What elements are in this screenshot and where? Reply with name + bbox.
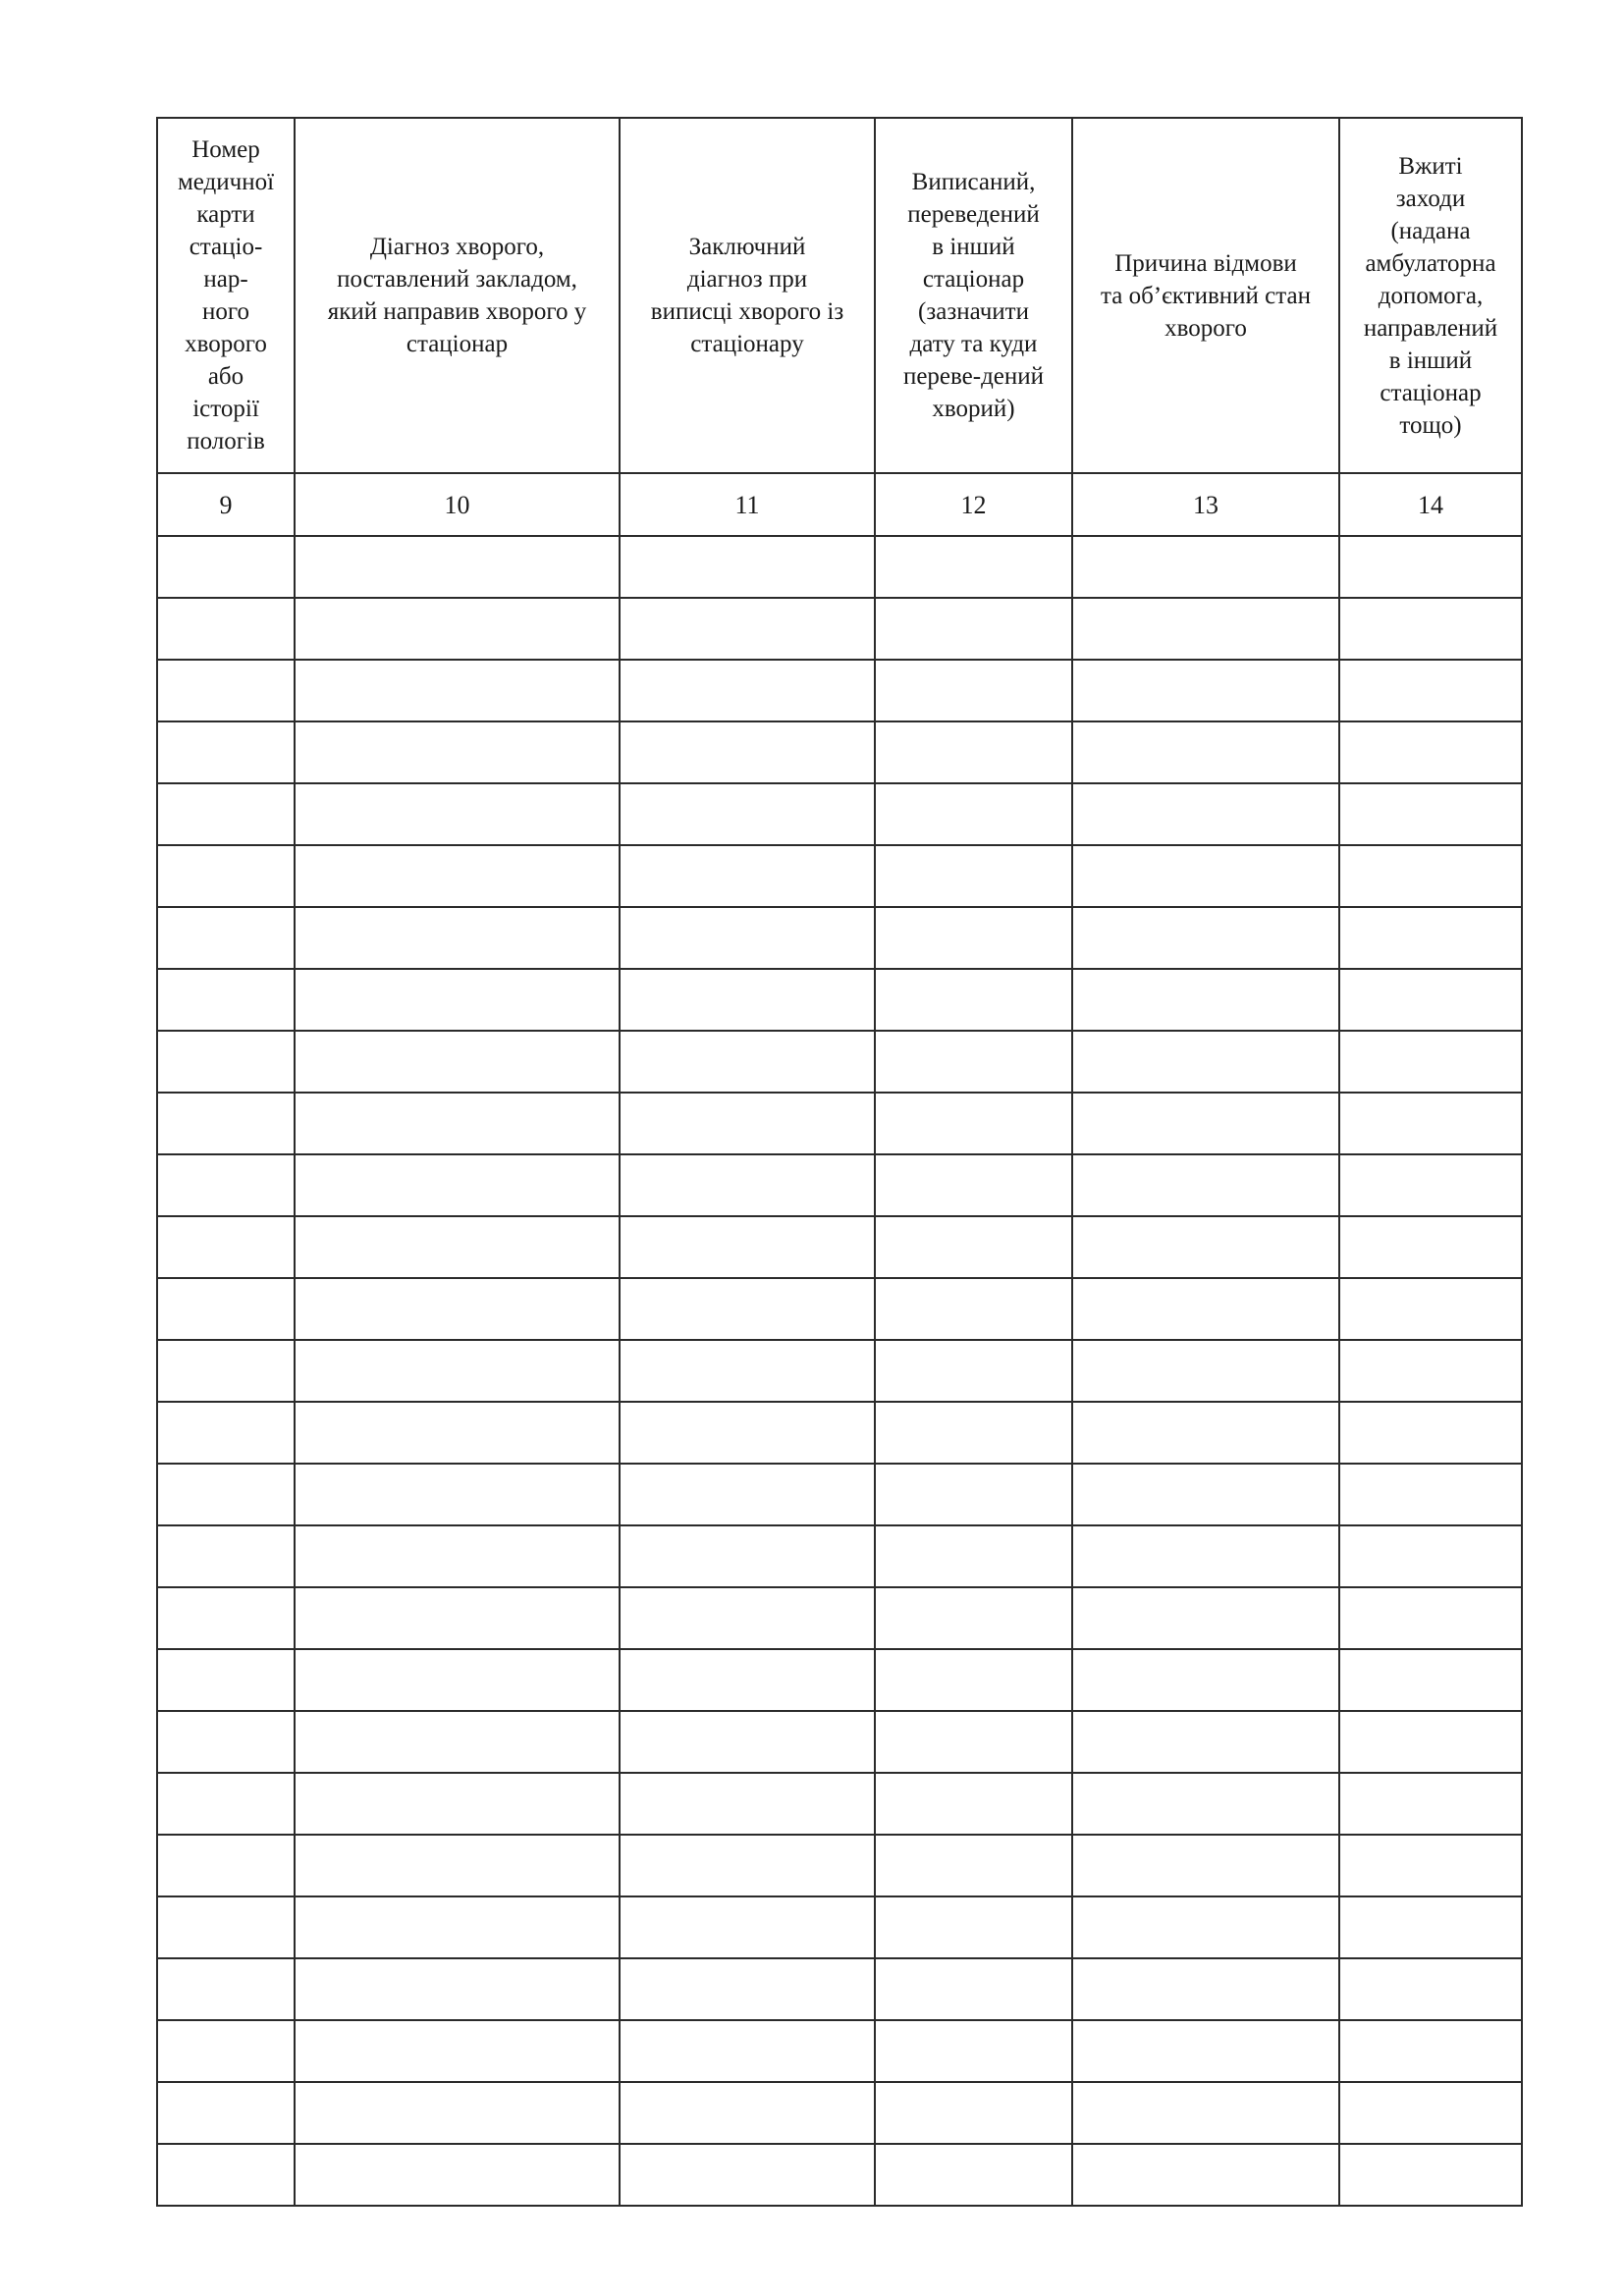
header-label: Діагноз хворого, поставлений закладом, який направив хворого у стаціонар xyxy=(327,234,587,357)
table-cell xyxy=(1072,2144,1339,2206)
table-cell xyxy=(1339,1340,1522,1402)
table-cell xyxy=(1339,1093,1522,1154)
table-cell xyxy=(1072,1649,1339,1711)
table-cell xyxy=(875,2020,1072,2082)
table-cell xyxy=(620,845,875,907)
table-cell xyxy=(1072,1711,1339,1773)
table-cell xyxy=(1072,969,1339,1031)
table-cell xyxy=(157,845,295,907)
register-table xyxy=(156,117,1523,2207)
table-cell xyxy=(295,721,620,783)
table-cell xyxy=(295,1587,620,1649)
table-row xyxy=(157,1896,1522,1958)
table-cell xyxy=(157,536,295,598)
header-cell-referral-diagnosis xyxy=(295,118,620,473)
table-cell xyxy=(875,1464,1072,1525)
table-cell xyxy=(620,2020,875,2082)
table-cell xyxy=(1339,969,1522,1031)
table-cell xyxy=(1339,2020,1522,2082)
table-row xyxy=(157,1154,1522,1216)
table-cell xyxy=(1072,660,1339,721)
table-cell xyxy=(875,1154,1072,1216)
table-cell xyxy=(620,660,875,721)
table-row xyxy=(157,2020,1522,2082)
table-cell xyxy=(875,1402,1072,1464)
table-cell xyxy=(1072,1464,1339,1525)
table-cell xyxy=(295,1464,620,1525)
table-cell xyxy=(620,598,875,660)
table-cell xyxy=(875,1216,1072,1278)
table-cell xyxy=(875,845,1072,907)
table-cell xyxy=(157,1587,295,1649)
table-cell xyxy=(295,1525,620,1587)
table-row xyxy=(157,1464,1522,1525)
table-cell xyxy=(620,1773,875,1835)
table-cell xyxy=(875,660,1072,721)
table-cell xyxy=(157,1835,295,1896)
table-cell xyxy=(157,783,295,845)
table-cell xyxy=(295,598,620,660)
table-row xyxy=(157,1216,1522,1278)
table-cell xyxy=(295,536,620,598)
table-row xyxy=(157,969,1522,1031)
table-row xyxy=(157,845,1522,907)
table-row xyxy=(157,1587,1522,1649)
table-cell xyxy=(157,2082,295,2144)
table-cell xyxy=(295,1649,620,1711)
table-cell xyxy=(295,845,620,907)
table-row xyxy=(157,1649,1522,1711)
table-cell xyxy=(1072,1773,1339,1835)
table-cell xyxy=(1339,536,1522,598)
table-row xyxy=(157,721,1522,783)
header-label: Причина відмови та об’єктивний стан хворого xyxy=(1101,249,1311,342)
table-cell xyxy=(157,1340,295,1402)
table-cell xyxy=(157,1278,295,1340)
table-cell xyxy=(1072,1154,1339,1216)
table-cell xyxy=(1339,1525,1522,1587)
table-cell xyxy=(157,1525,295,1587)
table-cell xyxy=(1072,536,1339,598)
table-cell xyxy=(1339,1896,1522,1958)
column-number: 12 xyxy=(875,473,1072,536)
table-cell xyxy=(1339,598,1522,660)
table-cell xyxy=(295,783,620,845)
table-cell xyxy=(1072,1278,1339,1340)
table-cell xyxy=(620,721,875,783)
table-cell xyxy=(1339,2144,1522,2206)
table-cell xyxy=(157,969,295,1031)
table-cell xyxy=(157,2020,295,2082)
table-cell xyxy=(1339,2082,1522,2144)
header-label: Виписаний, переведений в інший стаціонар (зазначити дату та куди переве-дений хворий) xyxy=(902,169,1045,422)
table-cell xyxy=(1072,907,1339,969)
table-cell xyxy=(620,2082,875,2144)
table-cell xyxy=(875,1525,1072,1587)
table-cell xyxy=(157,721,295,783)
table-cell xyxy=(295,907,620,969)
table-cell xyxy=(295,969,620,1031)
table-cell xyxy=(620,783,875,845)
table-cell xyxy=(157,2144,295,2206)
table-cell xyxy=(1339,1587,1522,1649)
table-cell xyxy=(295,1958,620,2020)
table-row xyxy=(157,1958,1522,2020)
table-cell xyxy=(157,1958,295,2020)
table-cell xyxy=(620,1896,875,1958)
table-row xyxy=(157,2144,1522,2206)
table-cell xyxy=(1072,1216,1339,1278)
table-cell xyxy=(1339,1649,1522,1711)
header-label: Заключний діагноз при виписці хворого із стаціонару xyxy=(650,234,844,357)
table-cell xyxy=(1072,1031,1339,1093)
table-cell xyxy=(1072,1587,1339,1649)
table-cell xyxy=(295,1154,620,1216)
table-cell xyxy=(157,1031,295,1093)
table-cell xyxy=(1339,1711,1522,1773)
table-cell xyxy=(157,907,295,969)
table-cell xyxy=(875,1896,1072,1958)
header-label: Номер медичної карти стаціо- нар- ного хворого або історії пологів xyxy=(177,136,275,454)
header-label: Вжиті заходи (надана амбулаторна допомога, направлений в інший стаціонар тощо) xyxy=(1363,152,1498,439)
table-row xyxy=(157,2082,1522,2144)
table-cell xyxy=(875,783,1072,845)
table-cell xyxy=(1339,845,1522,907)
table-cell xyxy=(1072,721,1339,783)
table-cell xyxy=(1339,1835,1522,1896)
table-cell xyxy=(1339,1464,1522,1525)
table-cell xyxy=(157,1464,295,1525)
table-cell xyxy=(157,598,295,660)
table-row xyxy=(157,1773,1522,1835)
table-row xyxy=(157,783,1522,845)
table-cell xyxy=(1072,1896,1339,1958)
table-body xyxy=(157,536,1522,2206)
table-row xyxy=(157,1525,1522,1587)
table-cell xyxy=(1072,845,1339,907)
table-cell xyxy=(1339,907,1522,969)
table-cell xyxy=(295,1031,620,1093)
table-cell xyxy=(620,1835,875,1896)
table-cell xyxy=(157,1154,295,1216)
table-cell xyxy=(157,660,295,721)
column-number: 10 xyxy=(295,473,620,536)
table-cell xyxy=(620,1587,875,1649)
table-cell xyxy=(295,1896,620,1958)
table-cell xyxy=(295,1093,620,1154)
table-cell xyxy=(1072,2020,1339,2082)
table-row xyxy=(157,1340,1522,1402)
table-cell xyxy=(875,1031,1072,1093)
table-cell xyxy=(295,1773,620,1835)
table-cell xyxy=(1339,1773,1522,1835)
table-cell xyxy=(295,660,620,721)
column-number: 13 xyxy=(1072,473,1339,536)
table-cell xyxy=(620,1154,875,1216)
table-cell xyxy=(875,721,1072,783)
table-cell xyxy=(295,2144,620,2206)
table-row xyxy=(157,1031,1522,1093)
table-cell xyxy=(875,1278,1072,1340)
table-cell xyxy=(875,907,1072,969)
table-row xyxy=(157,660,1522,721)
table-cell xyxy=(620,1093,875,1154)
header-cell-final-diagnosis xyxy=(620,118,875,473)
table-row xyxy=(157,1711,1522,1773)
table-cell xyxy=(1072,1958,1339,2020)
table-cell xyxy=(875,2082,1072,2144)
table-cell xyxy=(1339,1958,1522,2020)
table-cell xyxy=(157,1402,295,1464)
table-cell xyxy=(295,1402,620,1464)
table-cell xyxy=(1339,1031,1522,1093)
table-cell xyxy=(1072,1525,1339,1587)
table-cell xyxy=(620,1216,875,1278)
table-cell xyxy=(875,969,1072,1031)
table-cell xyxy=(875,1773,1072,1835)
table-cell xyxy=(1072,1093,1339,1154)
table-row xyxy=(157,907,1522,969)
table-cell xyxy=(620,536,875,598)
table-cell xyxy=(1072,783,1339,845)
table-cell xyxy=(875,536,1072,598)
table-cell xyxy=(875,2144,1072,2206)
table-cell xyxy=(620,1402,875,1464)
table-cell xyxy=(157,1711,295,1773)
table-row xyxy=(157,1093,1522,1154)
table-cell xyxy=(620,1340,875,1402)
table-cell xyxy=(875,1587,1072,1649)
table-cell xyxy=(875,598,1072,660)
table-cell xyxy=(295,1835,620,1896)
table-cell xyxy=(1072,2082,1339,2144)
column-number: 14 xyxy=(1339,473,1522,536)
table-cell xyxy=(1339,1278,1522,1340)
table-cell xyxy=(620,1958,875,2020)
column-number-row xyxy=(157,473,1522,536)
table-cell xyxy=(1339,1216,1522,1278)
table-cell xyxy=(620,1649,875,1711)
table-cell xyxy=(1339,721,1522,783)
table-row xyxy=(157,536,1522,598)
table-cell xyxy=(875,1340,1072,1402)
table-cell xyxy=(157,1216,295,1278)
table-cell xyxy=(295,1711,620,1773)
table-cell xyxy=(295,2020,620,2082)
table-row xyxy=(157,598,1522,660)
column-number: 9 xyxy=(157,473,295,536)
table-cell xyxy=(875,1835,1072,1896)
table-cell xyxy=(875,1093,1072,1154)
table-cell xyxy=(875,1711,1072,1773)
table-row xyxy=(157,1835,1522,1896)
header-cell-medical-card-number xyxy=(157,118,295,473)
header-cell-refusal-reason xyxy=(1072,118,1339,473)
table-cell xyxy=(620,1525,875,1587)
table-cell xyxy=(157,1896,295,1958)
table-cell xyxy=(1339,660,1522,721)
table-cell xyxy=(1072,1835,1339,1896)
table-cell xyxy=(620,2144,875,2206)
table-cell xyxy=(620,1464,875,1525)
header-cell-discharged-transferred xyxy=(875,118,1072,473)
table-cell xyxy=(157,1093,295,1154)
table-cell xyxy=(295,1278,620,1340)
table-cell xyxy=(157,1649,295,1711)
header-row xyxy=(157,118,1522,473)
table-cell xyxy=(295,1216,620,1278)
table-cell xyxy=(620,907,875,969)
table-cell xyxy=(620,1711,875,1773)
table-cell xyxy=(1339,1154,1522,1216)
table-cell xyxy=(1339,783,1522,845)
table-cell xyxy=(157,1773,295,1835)
table-cell xyxy=(1339,1402,1522,1464)
table-cell xyxy=(620,969,875,1031)
table-cell xyxy=(1072,1402,1339,1464)
table-cell xyxy=(295,1340,620,1402)
table-cell xyxy=(295,2082,620,2144)
table-row xyxy=(157,1278,1522,1340)
table-cell xyxy=(875,1649,1072,1711)
table-cell xyxy=(1072,1340,1339,1402)
table-cell xyxy=(1072,598,1339,660)
column-number: 11 xyxy=(620,473,875,536)
table-cell xyxy=(620,1031,875,1093)
header-cell-measures-taken xyxy=(1339,118,1522,473)
table-cell xyxy=(875,1958,1072,2020)
table-cell xyxy=(620,1278,875,1340)
table-row xyxy=(157,1402,1522,1464)
